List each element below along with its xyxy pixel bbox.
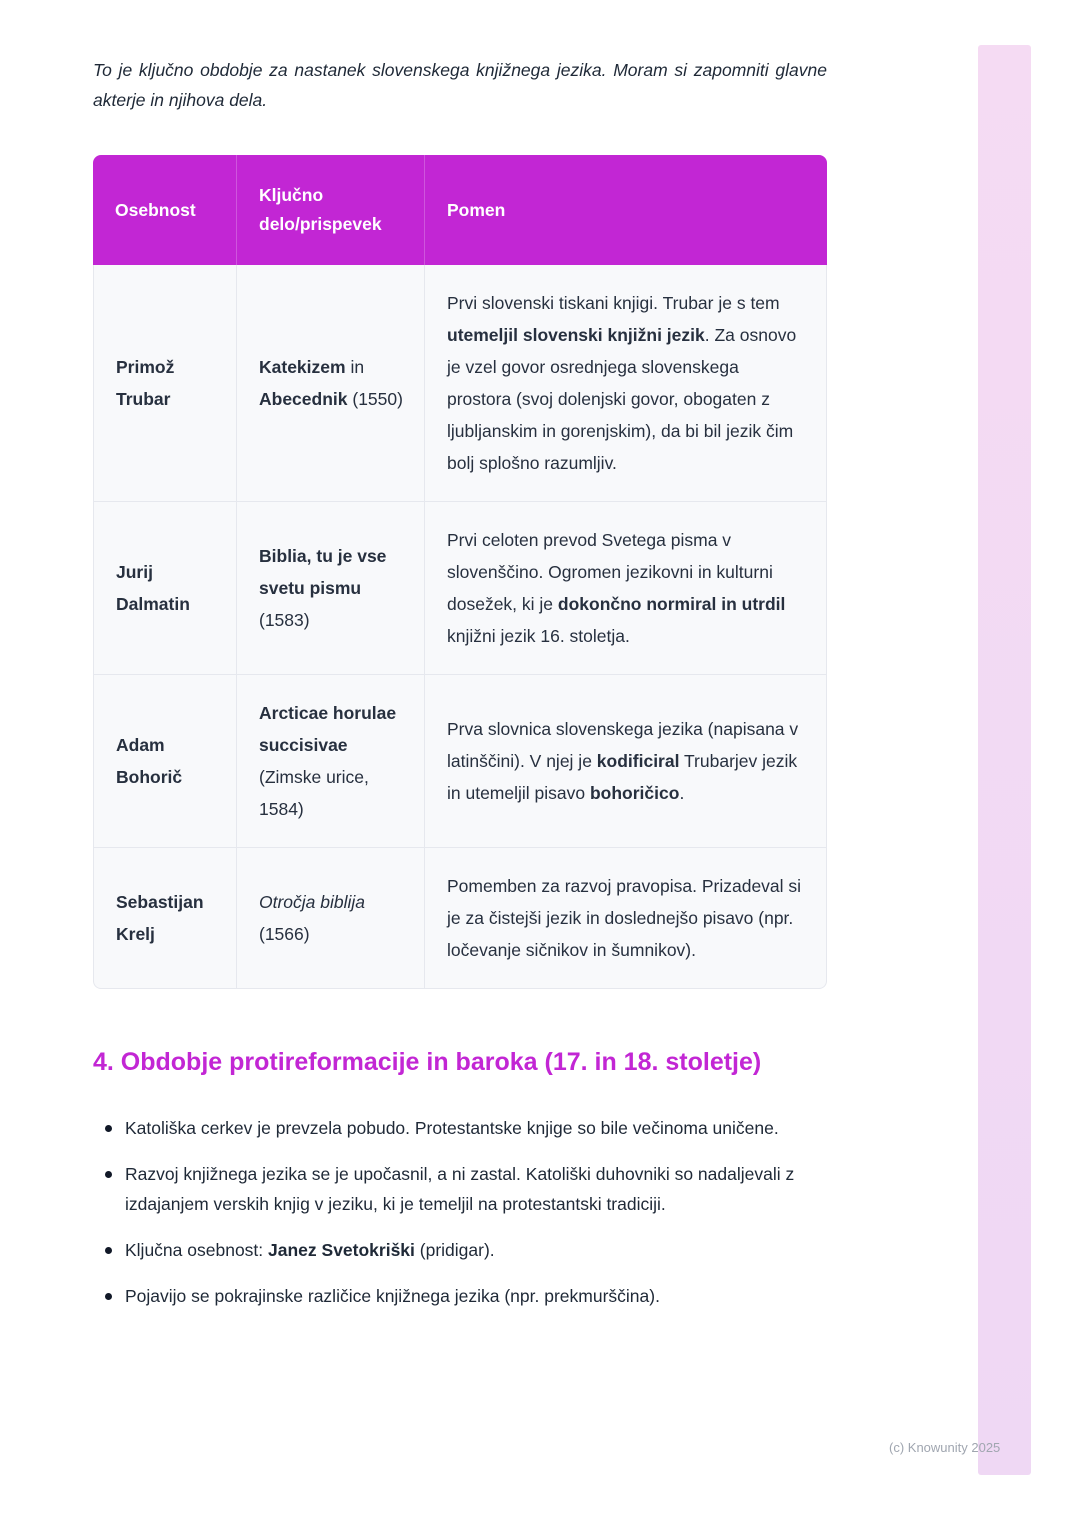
persons-table [93, 155, 827, 989]
person-work: Katekizem in Abecednik (1550) [237, 265, 425, 502]
bullet-icon [105, 1125, 112, 1132]
bullet-icon [105, 1247, 112, 1254]
person-meaning: Prvi slovenski tiskani knjigi. Trubar je s tem utemeljil slovenski knjižni jezik. Za osnovo je vzel govor osrednjega slovenskega prostora (svoj dolenjski govor, obogaten z ljubljanskim in gorenjskim), da bi bil jezik čim bolj splošno razumljiv. [425, 265, 827, 502]
table-row-bohoric [93, 675, 827, 848]
table-header [93, 155, 827, 265]
person-meaning: Prvi celoten prevod Svetega pisma v slovenščino. Ogromen jezikovni in kulturni dosežek, ki je dokončno normiral in utrdil knjižni jezik 16. stoletja. [425, 502, 827, 675]
table-header-row [93, 155, 827, 265]
table-body [93, 265, 827, 989]
section-heading: 4. Obdobje protireformacije in baroka (17. in 18. stoletje) [93, 1048, 762, 1076]
person-meaning: Pomemben za razvoj pravopisa. Prizadeval si je za čistejši jezik in doslednejšo pisavo (npr. ločevanje sičnikov in šumnikov). [425, 848, 827, 989]
person-meaning: Prva slovnica slovenskega jezika (napisana v latinščini). V njej je kodificiral Trubarjev jezik in utemeljil pisavo bohoričico. [425, 675, 827, 848]
bullet-text: Katoliška cerkev je prevzela pobudo. Protestantske knjige so bile večinoma uničene. [125, 1118, 779, 1138]
column-header-pomen: Pomen [425, 155, 827, 265]
person-name: Primož Trubar [93, 265, 237, 502]
next-page-edge [978, 45, 1031, 1475]
person-name: Adam Bohorič [93, 675, 237, 848]
bullet-text: Ključna osebnost: Janez Svetokriški (pridigar). [125, 1240, 495, 1260]
person-work: Biblia, tu je vse svetu pismu (1583) [237, 502, 425, 675]
bullet-icon [105, 1171, 112, 1178]
table-row-krelj [93, 848, 827, 989]
watermark: (c) Knowunity 2025 [889, 1440, 1001, 1455]
list-item [93, 1235, 827, 1265]
person-name: Jurij Dalmatin [93, 502, 237, 675]
table-row-trubar [93, 265, 827, 502]
list-item [93, 1113, 827, 1143]
column-header-kljucno-delo: Ključno delo/prispevek [237, 155, 425, 265]
table-row-dalmatin [93, 502, 827, 675]
bullet-text: Pojavijo se pokrajinske različice knjižnega jezika (npr. prekmurščina). [125, 1286, 660, 1306]
page-content [93, 55, 827, 1327]
list-item [93, 1159, 827, 1219]
list-item [93, 1281, 827, 1311]
intro-paragraph: To je ključno obdobje za nastanek slovenskega knjižnega jezika. Moram si zapomniti glavne akterje in njihova dela. [93, 60, 827, 110]
bullet-text: Razvoj knjižnega jezika se je upočasnil, a ni zastal. Katoliški duhovniki so nadaljevali z izdajanjem verskih knjig v jeziku, ki je temeljil na protestantski tradiciji. [125, 1164, 795, 1214]
person-work: Otročja biblija (1566) [237, 848, 425, 989]
person-work: Arcticae horulae succisivae (Zimske urice, 1584) [237, 675, 425, 848]
person-name: Sebastijan Krelj [93, 848, 237, 989]
column-header-osebnost: Osebnost [93, 155, 237, 265]
bullet-icon [105, 1293, 112, 1300]
bullet-list [93, 1113, 827, 1311]
